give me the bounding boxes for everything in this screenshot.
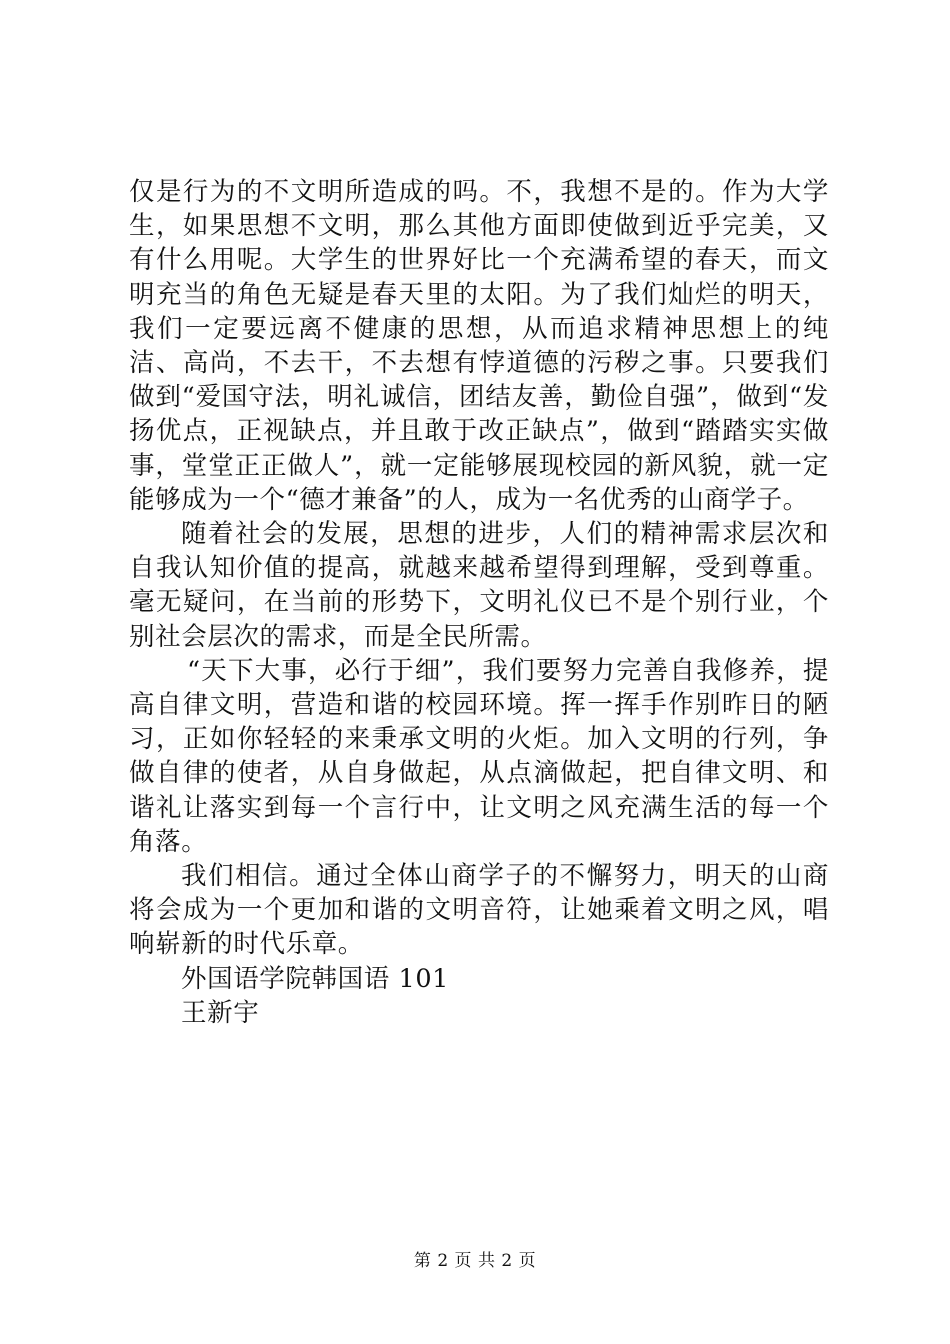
paragraph-self-discipline: “天下大事，必行于细”，我们要努力完善自我修养，提高自律文明，营造和谐的校园环境。挥一挥手作别昨日的陋习，正如你轻轻的来秉承文明的火炬。加入文明的行列，争做自律的使者，从自身做起，从点滴做起，把自律文明、和谐礼让落实到每一个言行中，让文明之风充满生活的每一个角落。 (129, 655, 829, 857)
signature-department: 外国语学院韩国语 101 (181, 963, 449, 994)
paragraph-social-development: 随着社会的发展，思想的进步，人们的精神需求层次和自我认知价值的提高，就越来越希望得到理解，受到尊重。毫无疑问，在当前的形势下，文明礼仪已不是个别行业，个别社会层次的需求，而是全民所需。 (129, 519, 829, 652)
document-body (129, 175, 829, 1030)
signature-author: 王新宇 (181, 997, 260, 1028)
paragraph-continuation: 仅是行为的不文明所造成的吗。不，我想不是的。作为大学生，如果思想不文明，那么其他方面即使做到近乎完美，又有什么用呢。大学生的世界好比一个充满希望的春天，而文明充当的角色无疑是春天里的太阳。为了我们灿烂的明天，我们一定要远离不健康的思想，从而追求精神思想上的纯洁、高尚，不去干，不去想有悖道德的污秽之事。只要我们做到“爱国守法，明礼诚信，团结友善，勤俭自强”，做到“发扬优点，正视缺点，并且敢于改正缺点”，做到“踏踏实实做事，堂堂正正做人”，就一定能够展现校园的新风貌，就一定能够成为一个“德才兼备”的人，成为一名优秀的山商学子。 (129, 177, 829, 515)
paragraph-conclusion: 我们相信。通过全体山商学子的不懈努力，明天的山商将会成为一个更加和谐的文明音符，让她乘着文明之风，唱响崭新的时代乐章。 (129, 861, 829, 960)
page-footer: 第 2 页 共 2 页 (413, 1251, 537, 1271)
